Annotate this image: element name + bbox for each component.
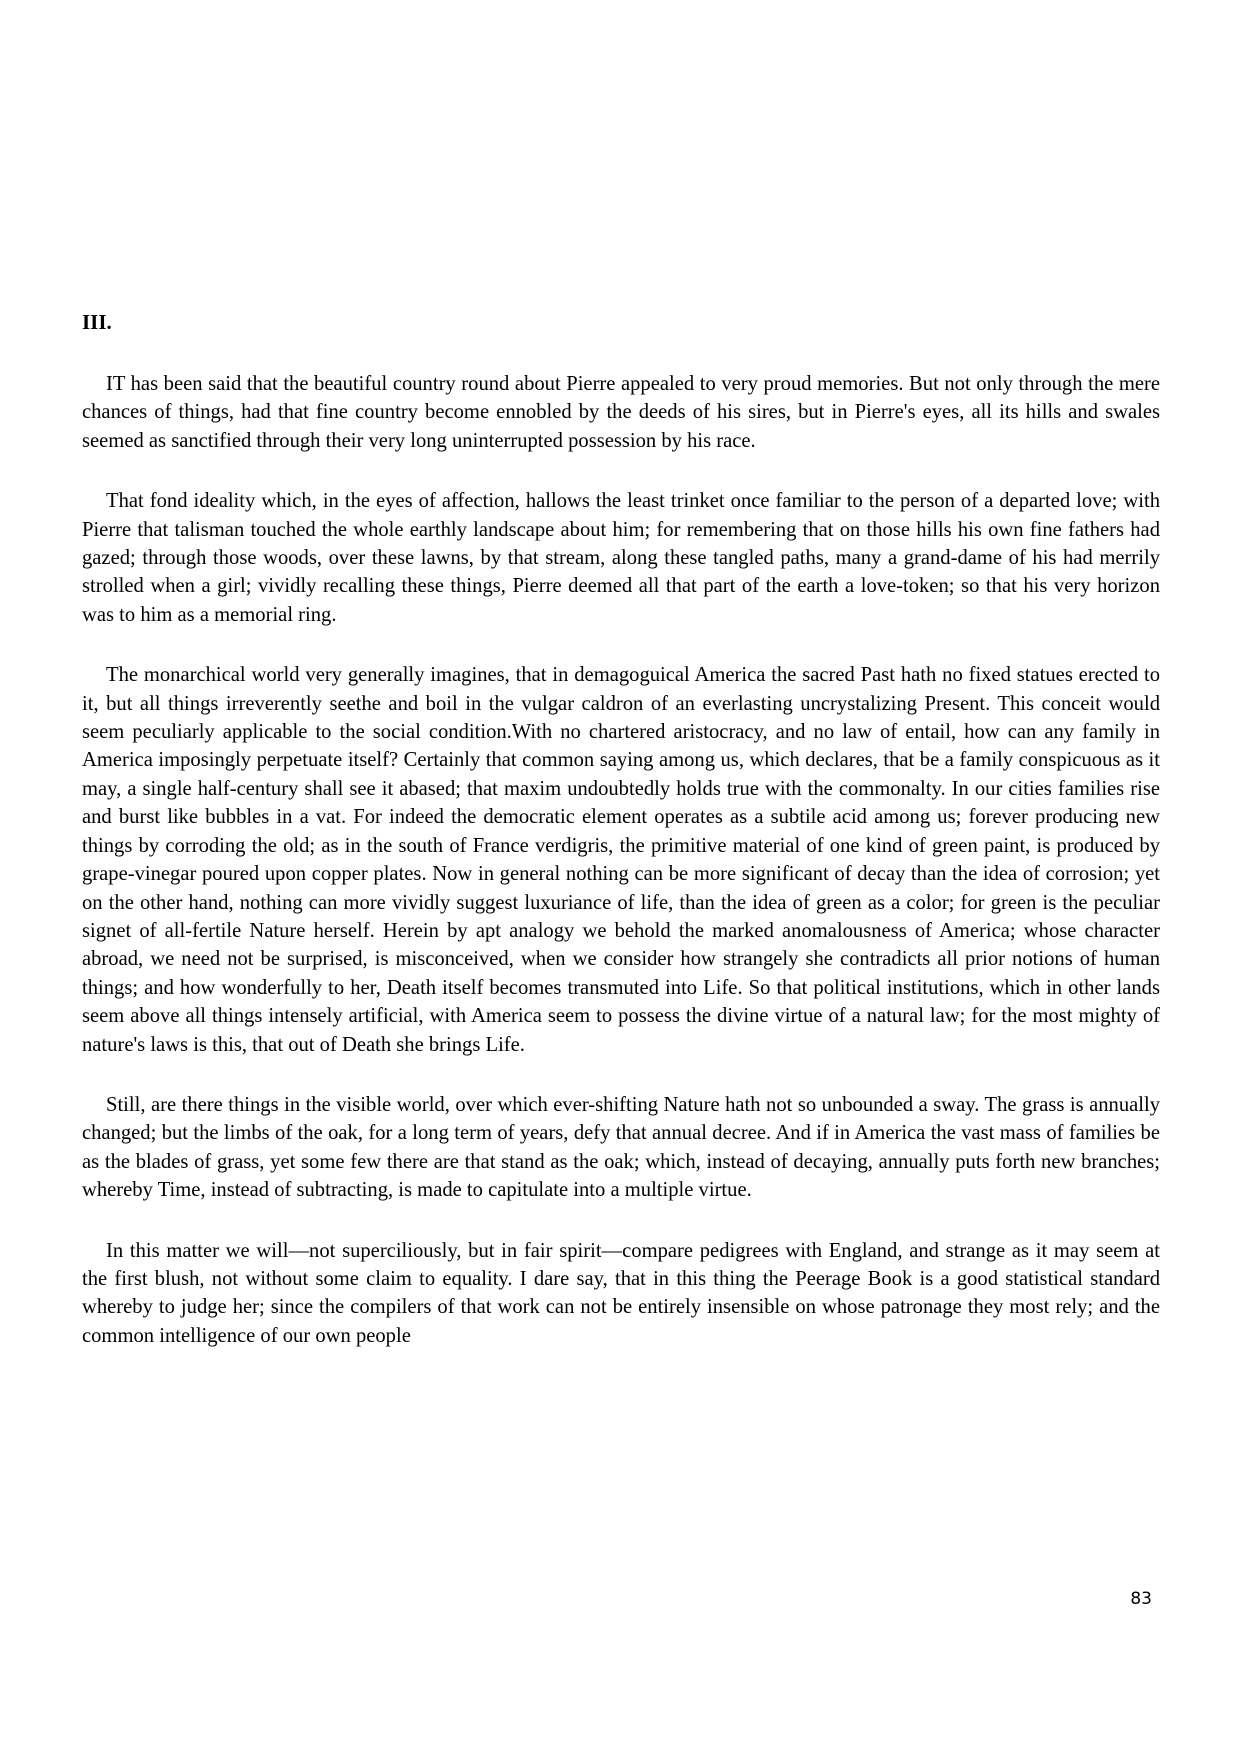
document-page bbox=[82, 0, 1160, 1755]
paragraph-3: The monarchical world very generally imagines, that in demagoguical America the sacred Past hath no fixed statues erected to it, but all things irreverently seethe and boil in the vulgar caldron of an everlasting uncrystalizing Present. This conceit would seem peculiarly applicable to the social condition.With no chartered aristocracy, and no law of entail, how can any family in America imposingly perpetuate itself? Certainly that common saying among us, which declares, that be a family conspicuous as it may, a single half-century shall see it abased; that maxim undoubtedly holds true with the commonalty. In our cities families rise and burst like bubbles in a vat. For indeed the democratic element operates as a subtile acid among us; forever producing new things by corroding the old; as in the south of France verdigris, the primitive material of one kind of green paint, is produced by grape-vinegar poured upon copper plates. Now in general nothing can be more significant of decay than the idea of corrosion; yet on the other hand, nothing can more vividly suggest luxuriance of life, than the idea of green as a color; for green is the peculiar signet of all-fertile Nature herself. Herein by apt analogy we behold the marked anomalousness of America; whose character abroad, we need not be surprised, is misconceived, when we consider how strangely she contradicts all prior notions of human things; and how wonderfully to her, Death itself becomes transmuted into Life. So that political institutions, which in other lands seem above all things intensely artificial, with America seem to possess the divine virtue of a natural law; for the most mighty of nature's laws is this, that out of Death she brings Life. bbox=[82, 664, 1160, 1056]
chapter-heading: III. bbox=[82, 310, 112, 334]
page-number: 83 bbox=[1130, 1589, 1152, 1609]
paragraph-4: Still, are there things in the visible world, over which ever-shifting Nature hath not so unbounded a sway. The grass is annually changed; but the limbs of the oak, for a long term of years, defy that annual decree. And if in America the vast mass of families be as the blades of grass, yet some few there are that stand as the oak; which, instead of decaying, annually puts forth new branches; whereby Time, instead of subtracting, is made to capitulate into a multiple virtue. bbox=[82, 1093, 1160, 1202]
paragraph-5: In this matter we will—not superciliously, but in fair spirit—compare pedigrees with England, and strange as it may seem at the first blush, not without some claim to equality. I dare say, that in this thing the Peerage Book is a good statistical standard whereby to judge her; since the compilers of that work can not be entirely insensible on whose patronage they most rely; and the common intelligence of our own people bbox=[82, 1239, 1160, 1347]
paragraph-1: IT has been said that the beautiful country round about Pierre appealed to very proud memories. But not only through the mere chances of things, had that fine country become ennobled by the deeds of his sires, but in Pierre's eyes, all its hills and swales seemed as sanctified through their very long uninterrupted possession by his race. bbox=[82, 373, 1160, 452]
body-text bbox=[82, 370, 1160, 1382]
paragraph-2: That fond ideality which, in the eyes of affection, hallows the least trinket once familiar to the person of a departed love; with Pierre that talisman touched the whole earthly landscape about him; for remembering that on those hills his own fine fathers had gazed; through those woods, over these lawns, by that stream, along these tangled paths, many a grand-dame of his had merrily strolled when a girl; vividly recalling these things, Pierre deemed all that part of the earth a love-token; so that his very horizon was to him as a memorial ring. bbox=[82, 490, 1160, 626]
